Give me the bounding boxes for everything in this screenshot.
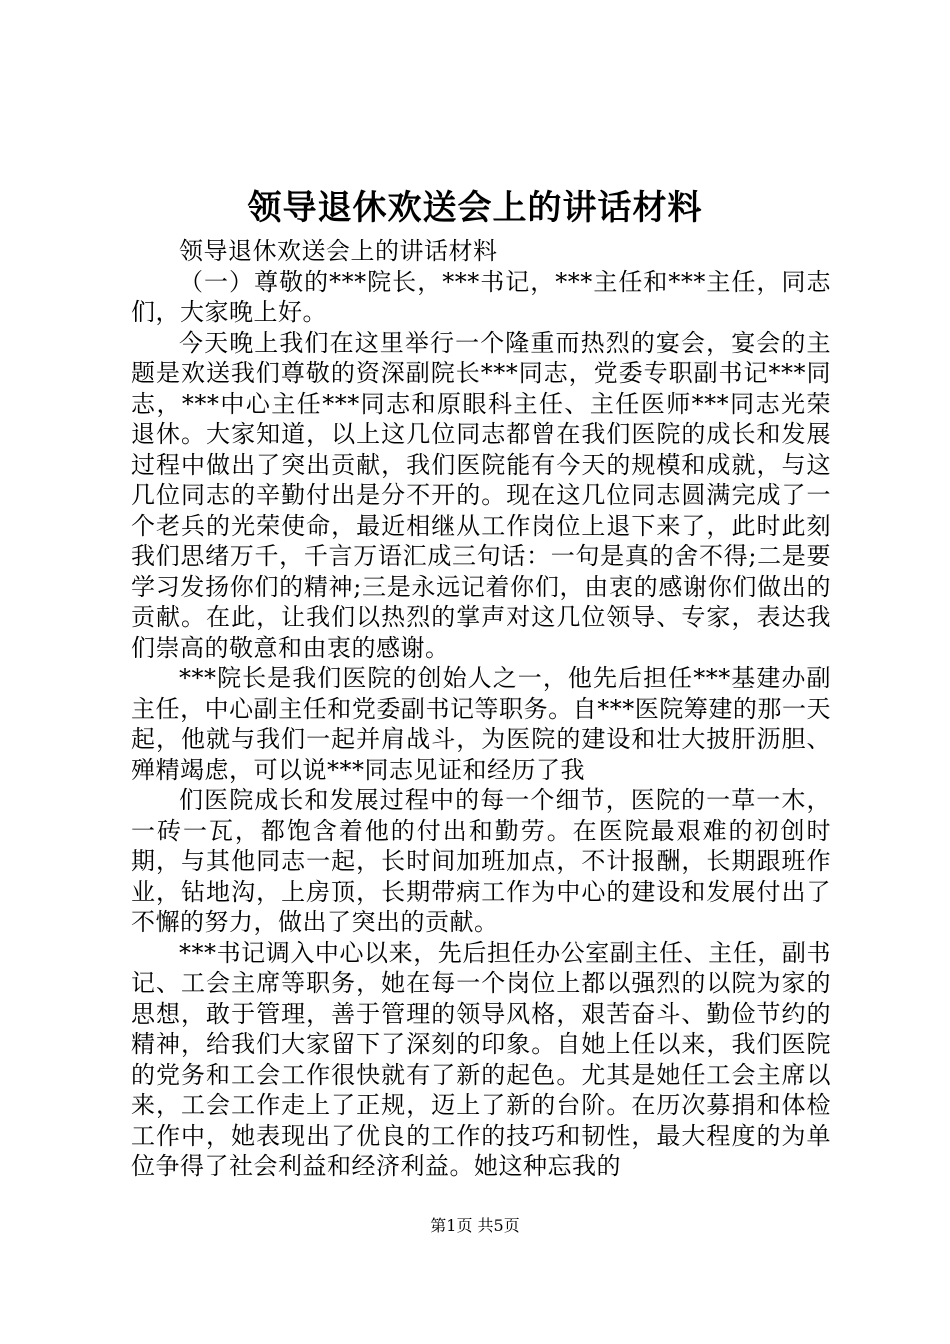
paragraph-secretary: ***书记调入中心以来，先后担任办公室副主任、主任，副书记、工会主席等职务，她在每一个岗位上都以强烈的以院为家的思想，敢于管理，善于管理的领导风格，艰苦奋斗、勤俭节约的精神，给我们大家留下了深刻的印象。自她上任以来，我们医院的党务和工会工作很快就有了新的起色。尤其是她任工会主席以来，工会工作走上了正规，迈上了新的台阶。在历次募捐和体检工作中，她表现出了优良的工作的技巧和韧性，最大程度的为单位争得了社会利益和经济利益。她这种忘我的 (131, 938, 831, 1180)
page-footer: 第1页 共5页 (430, 1216, 520, 1235)
paragraph-dean: ***院长是我们医院的创始人之一，他先后担任***基建办副主任，中心副主任和党委副书记等职务。自***医院筹建的那一天起，他就与我们一起并肩战斗，为医院的建设和壮大披肝沥胆、殚精竭虑，可以说***同志见证和经历了我 (131, 664, 831, 784)
paragraph-dean-continued: 们医院成长和发展过程中的每一个细节，医院的一草一木，一砖一瓦，都饱含着他的付出和勤劳。在医院最艰难的初创时期，与其他同志一起，长时间加班加点，不计报酬，长期跟班作业，钻地沟，上房顶，长期带病工作为中心的建设和发展付出了不懈的努力，做出了突出的贡献。 (131, 786, 831, 936)
document-body (131, 236, 831, 1182)
paragraph-intro: 今天晚上我们在这里举行一个隆重而热烈的宴会，宴会的主题是欢送我们尊敬的资深副院长***同志，党委专职副书记***同志，***中心主任***同志和原眼科主任、主任医师***同志光荣退休。大家知道，以上这几位同志都曾在我们医院的成长和发展过程中做出了突出贡献，我们医院能有今天的规模和成就，与这几位同志的辛勤付出是分不开的。现在这几位同志圆满完成了一个老兵的光荣使命，最近相继从工作岗位上退下来了，此时此刻我们思绪万千，千言万语汇成三句话：一句是真的舍不得;二是要学习发扬你们的精神;三是永远记着你们，由衷的感谢你们做出的贡献。在此，让我们以热烈的掌声对这几位领导、专家，表达我们崇高的敬意和由衷的感谢。 (131, 328, 831, 662)
document-title: 领导退休欢送会上的讲话材料 (247, 188, 703, 228)
paragraph-subtitle: 领导退休欢送会上的讲话材料 (179, 237, 498, 265)
paragraph-greeting: （一）尊敬的***院长，***书记，***主任和***主任，同志们，大家晚上好。 (131, 267, 831, 326)
